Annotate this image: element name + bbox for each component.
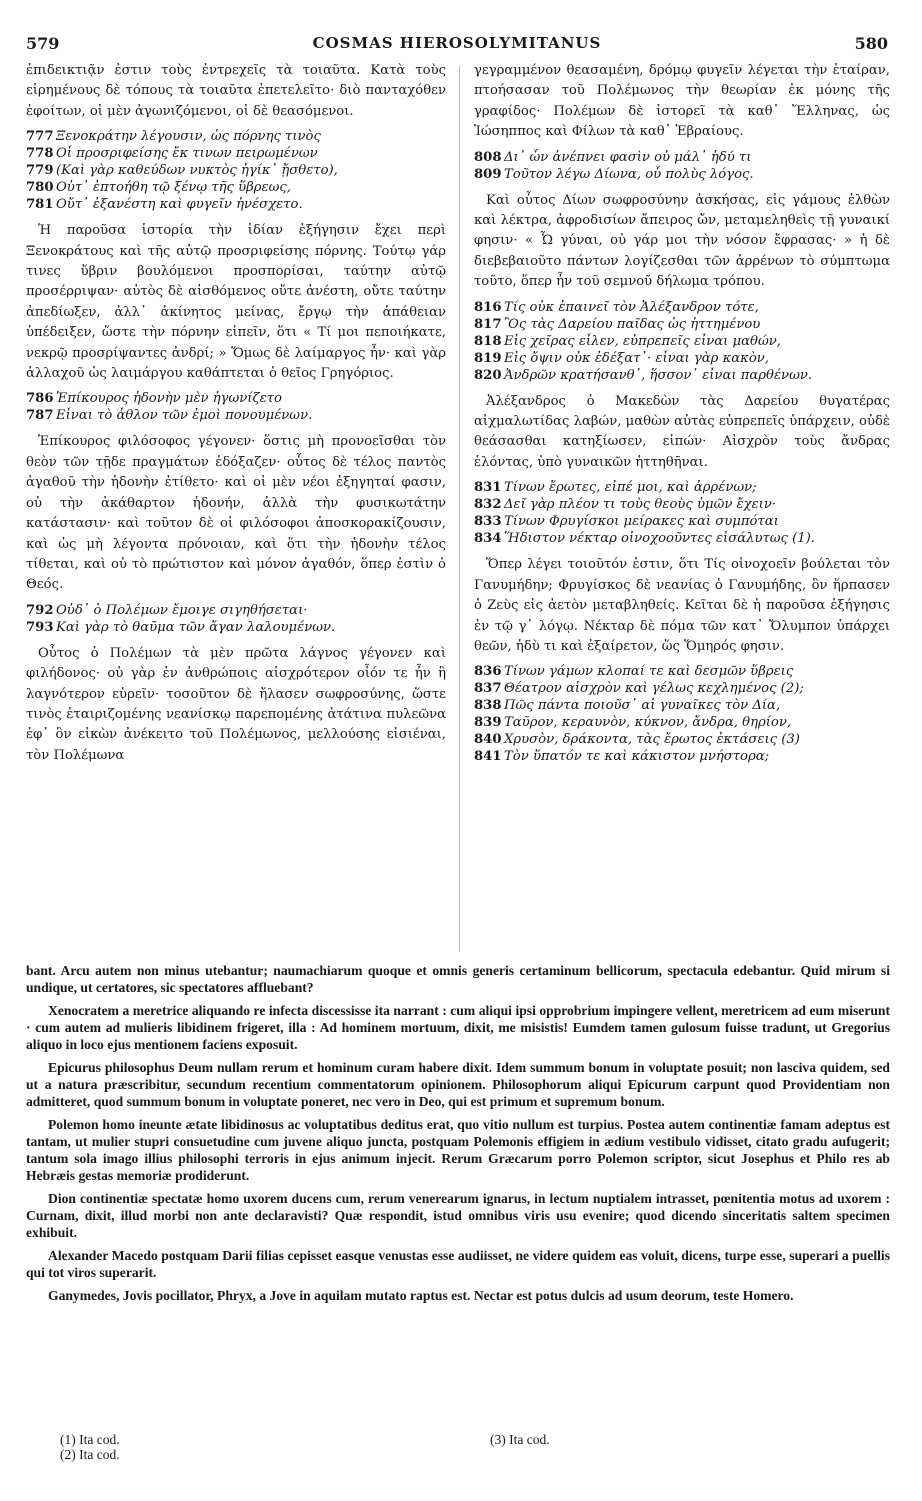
paragraph: Ὅπερ λέγει τοιοῦτόν ἐστιν, ὅτι Τίς οἰνοχοεῖν βούλεται τὸν Γανυμήδην; Φρυγίσκος δὲ νεανίας ὁ Γανυμήδης, ὃν ἥρπασεν ὁ Ζεὺς εἰς ἀετὸν μεταβληθείς. Κεῖται δὲ ἡ παροῦσα ἐξήγησις ἐν τῷ γ᾿ λόγῳ. Νέκταρ δὲ πόμα τῶν κατ᾿ Ὄλυμπον ὑπάρχει θεῶν, ἡδὺ τι καὶ ἐξαίρετον, ὥς Ὅμηρός φησιν. (474, 557, 890, 654)
verse-text: Τίνων ἔρωτες, εἰπέ μοι, καὶ ἀρρένων; (504, 480, 757, 496)
verse-line (26, 196, 446, 213)
verse-number: 817 (474, 316, 502, 332)
verse-line (474, 316, 890, 333)
verse-number: 836 (474, 664, 502, 680)
verse-number: 786 (26, 391, 54, 407)
verse-line (474, 367, 890, 384)
verse-number: 793 (26, 619, 54, 635)
verse-text: Οὐδ᾿ ὁ Πολέμων ἔμοιγε σιγηθήσεται· (56, 602, 308, 618)
verse-text: Δεῖ γὰρ πλέον τι τοὺς θεοὺς ὑμῶν ἔχειν· (504, 497, 777, 513)
verse-number: 777 (26, 129, 54, 145)
paragraph: Ἐπίκουρος φιλόσοφος γέγονεν· ὅστις μὴ προνοεῖσθαι τὸν θεὸν τῶν τῇδε πραγμάτων ἐδόξαζεν· οὗτος δὲ τέλος παντὸς ἀγαθοῦ τὴν ἡδονὴν ἐτίθετο· καὶ οἱ μὲν νέοι ἐξηγηταί φασιν, οὐ τὴν ἀκάθαρτον ἡδονήν, ἀλλὰ τὴν φυσικωτάτην κατάστασιν· καὶ τοῦτον δὲ οἱ φιλόσοφοι ἀποσκορακίζουσιν, καὶ ὡς μὴ λέγοντα πρόνοιαν, καὶ ὅτι τὴν ἡδονὴν τέλος τίθεται, καὶ οὐ τὸ πρώτιστον καὶ μόνον ἀγαθόν, ὅπερ ἐστὶν ὁ Θεός. (26, 434, 446, 593)
verse-line (474, 299, 890, 316)
latin-paragraph: Ganymedes, Jovis pocillator, Phryx, a Jove in aquilam mutato raptus est. Nectar est potus dulcis ad usum deorum, teste Homero. (48, 1288, 794, 1303)
verse-number: 840 (474, 732, 502, 748)
latin-translation (26, 962, 890, 1310)
verse-line (474, 714, 890, 731)
verse-text: Εἰς χεῖρας εἶλεν, εὐπρεπεῖς εἶναι μαθών, (504, 333, 781, 349)
verse-number: 831 (474, 480, 502, 496)
footnote-3: (3) Ita cod. (490, 1432, 550, 1447)
verse-line (26, 162, 446, 179)
paragraph: γεγραμμένον θεασαμένη, δρόμῳ φυγεῖν λέγεται τὴν ἑταίραν, πτοήσασαν τοῦ Πολέμωνος τὴν θεωρίαν ἐκ μόνης τῆς γραφίδος· Πολέμων δὲ ἱστορεῖ τὰ καθ᾿ Ἕλληνας, ὡς Ἰώσηππος καὶ Φίλων τὰ καθ᾿ Ἑβραίους. (474, 63, 890, 140)
verse-number: 841 (474, 749, 502, 765)
verse-number: 816 (474, 299, 502, 315)
column-divider (459, 66, 460, 952)
latin-paragraph: Alexander Macedo postquam Darii filias cepisset easque venustas esse audiisset, ne videre quidem eas voluit, dicens, turpe esse, superari a puellis qui tot viros superarit. (26, 1248, 890, 1280)
left-column (26, 61, 446, 772)
verse-text: Τίνων γάμων κλοπαί τε καὶ δεσμῶν ὕβρεις (504, 664, 794, 680)
verse-line (474, 530, 890, 547)
verse-text: Ἥδιστον νέκταρ οἰνοχοοῦντες εἰσάλυτως (1). (504, 531, 815, 547)
verse-number: 837 (474, 681, 502, 697)
verse-line (474, 680, 890, 697)
verse-text: Τίς οὐκ ἐπαινεῖ τὸν Ἀλέξανδρον τότε, (504, 299, 759, 315)
verse-text: Οὐτ᾿ ἐπτοήθη τῷ ξένῳ τῆς ὕβρεως, (56, 180, 291, 196)
verse-line (474, 166, 890, 183)
verse-number: 808 (474, 149, 502, 165)
verse-number: 779 (26, 163, 54, 179)
footnotes (60, 1432, 880, 1472)
verse-text: Τίνων Φρυγίσκοι μείρακες καὶ συμπόται (504, 514, 779, 530)
verse-number: 834 (474, 531, 502, 547)
verse-block (474, 663, 890, 765)
verse-text: Εἶναι τὸ ἆθλον τῶν ἐμοὶ πονουμένων. (56, 408, 313, 424)
verse-text: Θέατρον αἰσχρὸν καὶ γέλως κεχλημένος (2); (504, 681, 804, 697)
running-title: COSMAS HIEROSOLYMITANUS (312, 34, 602, 52)
verse-number: 833 (474, 514, 502, 530)
verse-text: Ὃς τὰς Δαρείου παῖδας ὡς ἡττημένου (504, 316, 761, 332)
verse-text: Πῶς πάντα ποιοῦσ᾿ αἱ γυναῖκες τὸν Δία, (504, 698, 781, 714)
right-column (474, 61, 890, 773)
verse-line (26, 390, 446, 407)
verse-block (474, 149, 890, 183)
verse-block (26, 390, 446, 424)
latin-paragraph: bant. Arcu autem non minus utebantur; naumachiarum quoque et omnis generis certaminum bellicorum, spectacula edebantur. Quid mirum si undique, ut certatores, sic spectatores affluebant? (26, 963, 890, 995)
paragraph: Ἀλέξανδρος ὁ Μακεδὼν τὰς Δαρείου θυγατέρας αἰχμαλωτίδας λαβών, μαθὼν αὐτὰς εὐπρεπεῖς ὑπάρχειν, οὐδὲ θεάσασθαι κατηξίωσεν, εἰπών· Αἰσχρὸν τοὺς ἄνδρας ἑλόντας, ὑπὸ γυναικῶν ἡττηθῆναι. (474, 393, 890, 470)
latin-paragraph: Xenocratem a meretrice aliquando re infecta discessisse ita narrant : cum aliqui ipsi opprobrium impingere vellent, meretricem ad eum miserunt · cum autem ad mulieris libidinem frigeret, illa : Ad hominem mortuum, dixit, me misistis! Eumdem tamen gulosum fuisse tradunt, ut Gregorius aliquo in loco ejus mentionem faciens exposuit. (26, 1003, 890, 1052)
verse-text: Εἰς ὄψιν οὐκ ἐδέξατ᾿· εἶναι γὰρ κακὸν, (504, 350, 769, 366)
verse-line (26, 602, 446, 619)
latin-paragraph: Polemon homo ineunte ætate libidinosus ac voluptatibus deditus erat, quo vitio nullum est turpius. Postea autem continentiæ famam adeptus est tantam, ut mulier stupri consuetudine cum juvene aliquo juncta, postquam Polemonis effigiem in ædium vestibulo vidisset, citato gradu aufugerit; tantum sola imago illius philosophi terroris in ejus animum injecit. Rerum Græcarum porro Polemon scriptor, sicut Josephus et Philo res ab Hebræis gestas memoriæ prodiderunt. (26, 1117, 890, 1183)
verse-line (26, 619, 446, 636)
verse-text: Καὶ γὰρ τὸ θαῦμα τῶν ἄγαν λαλουμένων. (56, 619, 336, 635)
page-number-right: 580 (854, 34, 888, 53)
verse-line (26, 128, 446, 145)
verse-number: 832 (474, 497, 502, 513)
verse-line (474, 496, 890, 513)
page-header (26, 34, 888, 56)
verse-line (474, 748, 890, 765)
verse-text: Οἷ προσριφείσης ἔκ τινων πειρωμένων (56, 146, 318, 162)
paragraph: Οὗτος ὁ Πολέμων τὰ μὲν πρῶτα λάγνος γέγονεν καὶ φιλήδονος· οὐ γὰρ ἐν ἀνθρώποις αἰσχρότερον οἷόν τε ἦν ἢ λαγνότερον εὑρεῖν· τοσοῦτον δὲ ἤλασεν σωφροσύνης, ὥστε τινὸς ἑταιριζομένης νεανίσκῳ παρεπομένης ἀτάτινα πυλεῶνα ἐφ᾿ ὃν εἰκὼν ἀνέκειτο τοῦ Πολέμωνος, μελλούσης εἰσιέναι, τὸν Πολέμωνα (26, 645, 446, 763)
verse-number: 780 (26, 180, 54, 196)
latin-paragraph: Dion continentiæ spectatæ homo uxorem ducens cum, rerum venerearum ignarus, in lectum nuptialem intrasset, pœnitentia motus ad uxorem : Curnam, dixit, illud morbi non ante declaravisti? Quæ respondit, istud omnibus viris usu evenire; quod dicendo sinceritatis saltem specimen exhibuit. (26, 1191, 890, 1240)
verse-line (474, 333, 890, 350)
verse-number: 819 (474, 350, 502, 366)
verse-number: 809 (474, 166, 502, 182)
verse-number: 839 (474, 715, 502, 731)
verse-line (26, 407, 446, 424)
verse-text: Ξενοκράτην λέγουσιν, ὡς πόρνης τινὸς (56, 129, 321, 145)
verse-line (26, 145, 446, 162)
footnotes-right (490, 1432, 550, 1447)
verse-number: 781 (26, 197, 54, 213)
verse-number: 792 (26, 602, 54, 618)
verse-number: 778 (26, 146, 54, 162)
verse-text: Δι᾿ ὧν ἀνέπνει φασὶν οὐ μάλ᾿ ἡδύ τι (504, 149, 752, 165)
verse-block (474, 299, 890, 384)
verse-block (474, 479, 890, 547)
paragraph: Καὶ οὗτος Δίων σωφροσύνην ἀσκήσας, εἰς γάμους ἐλθὼν καὶ λέκτρα, ἀφροδισίων ἄπειρος ὤν, μεταμεληθεὶς τῇ γυναικί φησιν· « Ὦ γύναι, οὐ γάρ μοι τὴν νόσον ἔφρασας· » ἡ δὲ διεβεβαιοῦτο πάντων λογίζεσθαι τῶν ἀρρένων τὸ σύμπτωμα τοῦτο, ὅπερ ἦν τοῦ σεμνοῦ δήλωμα τρόπου. (474, 192, 890, 290)
verse-number: 838 (474, 698, 502, 714)
paragraph: ἐπιδεικτιᾷν ἐστιν τοὺς ἐντρεχεῖς τὰ τοιαῦτα. Κατὰ τοὺς εἰρημένους δὲ τόπους τὰ τοιαῦτα ἐπετελεῖτο· διὸ πανταχόθεν ἐφοίτων, οἱ μὲν ἀγωνιζόμενοι, οἱ δὲ θεασόμενοι. (26, 63, 446, 119)
verse-text: Οὔτ᾿ ἐξανέστη καὶ φυγεῖν ἠνέσχετο. (56, 197, 303, 213)
verse-text: Ἀνδρῶν κρατήσανθ᾿, ἥσσον᾿ εἶναι παρθένων. (504, 367, 813, 383)
verse-text: Ταῦρον, κεραυνὸν, κύκνον, ἄνδρα, θηρίον, (504, 715, 792, 731)
paragraph: Ἡ παροῦσα ἱστορία τὴν ἰδίαν ἐξήγησιν ἔχει περὶ Ξενοκράτους καὶ τῆς αὐτῷ προσριφείσης πόρνης. Τούτῳ γάρ τινες ὕβριν βουλόμενοι προσπορίσαι, ταύτην αὐτῷ προσέρριψαν· αὐτὸς δὲ αἰσθόμενος οὔτε ἀνέστη, οὔτε ταύτην ἀπεδίωξεν, ἀλλ᾿ ἀκίνητος μείνας, ἔργῳ τὴν ἀπάθειαν ὑπέδειξεν, ὥστε τὴν πόρνην εἰπεῖν, ὅτι « Τί μοι πεποιήκατε, νεκρῷ προσρίψαντες ἀνδρί; » Ὅμως δὲ λαίμαργος ἦν· καὶ γὰρ ἀλλαχοῦ ὡς λαιμάργου καθάπτεται ὁ θεῖος Γρηγόριος. (26, 223, 446, 382)
verse-line (474, 663, 890, 680)
verse-text: Χρυσὸν, δράκοντα, τὰς ἔρωτος ἐκτάσεις (3) (504, 732, 800, 748)
page-number-left: 579 (26, 34, 60, 53)
verse-number: 820 (474, 367, 502, 383)
verse-line (26, 179, 446, 196)
verse-text: Τοῦτον λέγω Δίωνα, οὗ πολὺς λόγος. (504, 166, 754, 182)
verse-line (474, 479, 890, 496)
footnote-1: (1) Ita cod. (60, 1432, 120, 1447)
verse-text: Τὸν ὕπατόν τε καὶ κάκιστον μνήστορα; (504, 749, 770, 765)
verse-block (26, 602, 446, 636)
verse-line (474, 697, 890, 714)
verse-block (26, 128, 446, 213)
verse-line (474, 731, 890, 748)
verse-text: Ἐπίκουρος ἡδονὴν μὲν ἠγωνίζετο (56, 391, 282, 407)
verse-line (474, 149, 890, 166)
verse-number: 787 (26, 408, 54, 424)
latin-paragraph: Epicurus philosophus Deum nullam rerum et hominum curam habere dixit. Idem summum bonum in voluptate posuit; non lasciva quidem, sed ut a natura præscribitur, secundum recentium commentatorum opinionem. Philosophorum aliqui Epicurum carpunt quod Providentiam non admitteret, quod summum bonum in voluptate poneret, nec vero in Deo, qui est primum et supremum bonum. (26, 1060, 890, 1109)
verse-text: (Καὶ γὰρ καθεύδων νυκτὸς ἠγίκ᾿ ᾔσθετο), (56, 163, 338, 179)
verse-line (474, 513, 890, 530)
verse-number: 818 (474, 333, 502, 349)
footnotes-left (60, 1432, 120, 1462)
verse-line (474, 350, 890, 367)
footnote-2: (2) Ita cod. (60, 1447, 120, 1462)
